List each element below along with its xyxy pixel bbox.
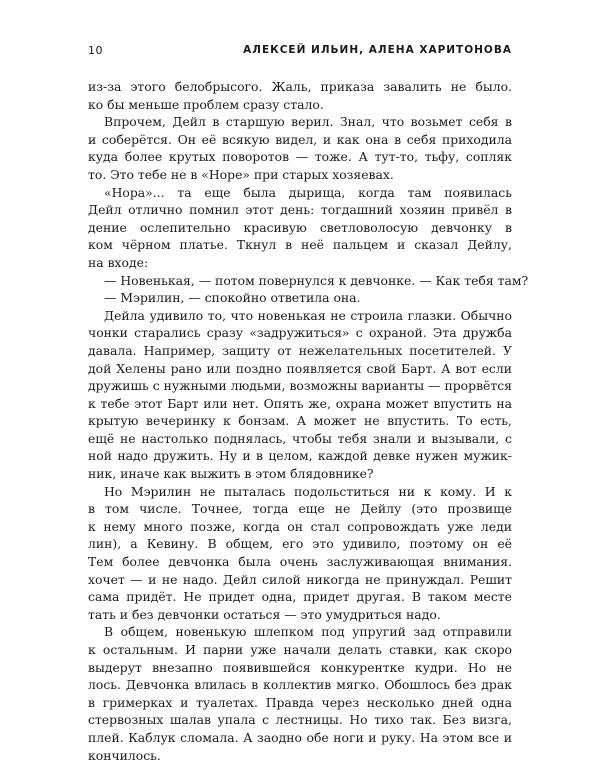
text-line: тать и без девчонки остаться — это умудриться надо.: [88, 606, 441, 622]
text-line: Но Мэрилин не пыталась подольститься ни к кому. И к: [104, 483, 512, 499]
text-line: к тебе этот Барт или нет. Опять же, охрана может впустить на: [88, 395, 512, 411]
text-line: ещё не настолько поднялась, чтобы тебя знали и вызывали, с: [88, 430, 512, 446]
text-line: куда более крутых поворотов — тоже. А тут-то, тьфу, сопляк: [88, 149, 512, 165]
text-line: хочет — и не надо. Дейл силой никогда не принуждал. Решит: [88, 571, 512, 587]
text-line: к нему много позже, когда он стал сопровождать уже леди: [88, 518, 512, 534]
text-line: лин), а Кевину. В общем, его это удивило, поэтому он её: [88, 536, 512, 552]
text-line: — Новенькая, — потом повернулся к девчонке. — Как тебя там?: [104, 272, 529, 288]
text-line: к остальным. И парни уже начали делать ставки, как скоро: [88, 642, 512, 657]
text-line: и соберётся. Он её всякую видел, и как она в себя приходила: [88, 131, 512, 147]
text-line: дой Хелены рано или поздно появляется свой Барт. А вот если: [88, 360, 512, 376]
text-line: лось. Девчонка влилась в коллектив мягко. Обошлось без драк: [88, 677, 512, 693]
text-line: ко бы меньше проблем сразу стало.: [88, 96, 324, 112]
text-line: ной надо дружить. Ну и в целом, каждой девке нужен мужик-: [88, 448, 512, 464]
text-line: сама придёт. Не придет одна, придет другая. В таком месте: [88, 589, 512, 605]
text-line: давала. Например, защиту от нежелательных посетителей. У: [88, 342, 512, 358]
page-number: 10: [88, 44, 103, 57]
body-text: [88, 78, 529, 764]
text-line: в том числе. Точнее, тогда еще не Дейлу (это прозвище: [88, 501, 512, 517]
text-line: Впрочем, Дейл в старшую верил. Знал, что возьмет себя в: [104, 114, 512, 130]
text-line: «Нора»... та еще была дырища, когда там появилась: [104, 184, 512, 200]
text-line: стервозных шалав упала с лестницы. Но тихо так. Без визга,: [88, 712, 512, 728]
text-line: из-за этого белобрысого. Жаль, приказа завалить не было.: [88, 79, 512, 94]
text-line: плей. Каблук сломала. А заодно обе ноги и руку. На этом все и: [88, 729, 512, 745]
text-line: на входе:: [88, 254, 149, 270]
text-line: дружишь с нужными людьми, возможны варианты — прорвётся: [88, 378, 512, 394]
text-line: то. Это тебе не в «Норе» при старых хозяевах.: [88, 166, 394, 182]
text-line: Дейла удивило то, что новенькая не строила глазки. Обычно: [104, 307, 512, 323]
text-line: ник, иначе как выжить в этом блядовнике?: [88, 466, 374, 482]
text-line: чонки старались сразу «задружиться» с охраной. Эта дружба: [88, 325, 512, 341]
text-line: в гримерках и туалетах. Правда через несколько дней одна: [88, 694, 512, 710]
text-line: дение ослепительно красивую светловолосую девчонку в: [88, 219, 512, 235]
running-head: АЛЕКСЕЙ ИЛЬИН, АЛЕНА ХАРИТОНОВА: [243, 44, 512, 56]
text-line: выдерут внезапно появившейся конкурентке кудри. Но не: [88, 659, 512, 675]
text-line: кончилось.: [88, 747, 161, 763]
text-line: В общем, новенькую шлепком под упругий зад отправили: [104, 624, 512, 640]
page-header: [88, 44, 512, 62]
text-line: ком чёрном платье. Ткнул в неё пальцем и сказал Дейлу,: [88, 237, 512, 253]
text-line: крытую вечеринку к бонзам. А может не впустить. То есть,: [88, 413, 512, 429]
text-line: Тем более девчонка была очень заслуживающая внимания.: [88, 554, 512, 570]
text-line: — Мэрилин, — спокойно ответила она.: [104, 290, 361, 306]
text-line: Дейл отлично помнил этот день: тогдашний хозяин привёл в: [88, 202, 512, 218]
